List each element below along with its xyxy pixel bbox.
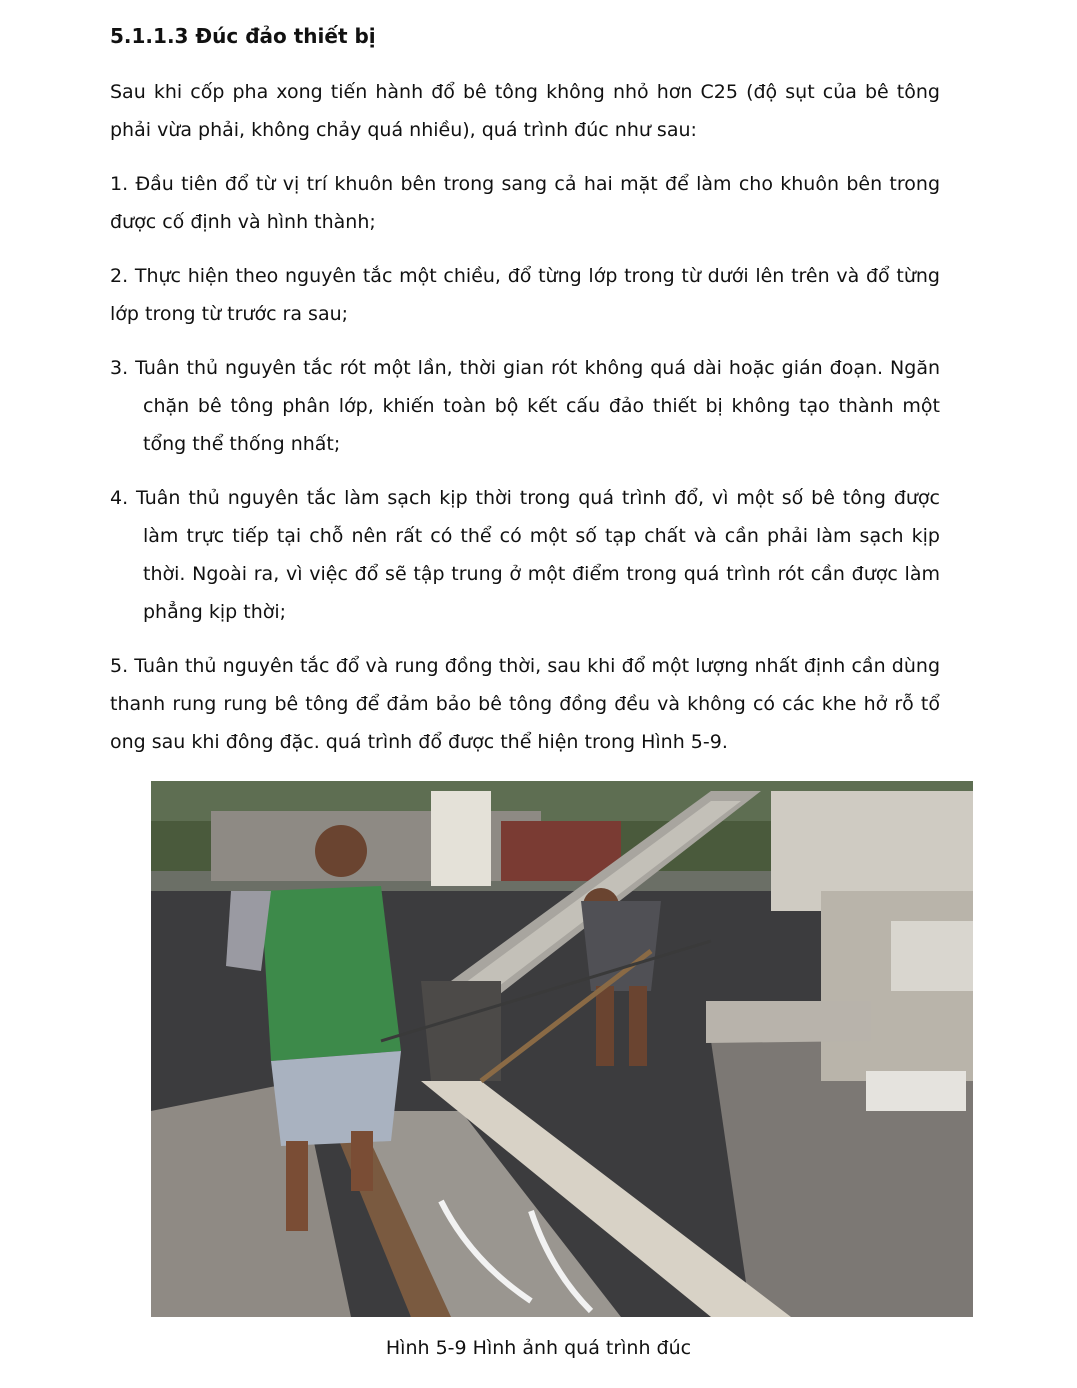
document-page xyxy=(110,18,940,777)
step-4-paragraph: 4. Tuân thủ nguyên tắc làm sạch kịp thời trong quá trình đổ, vì một số bê tông được làm trực tiếp tại chỗ nên rất có thể có một số tạp chất và cần phải làm sạch kịp thời. Ngoài ra, vì việc đổ sẽ tập trung ở một điểm trong quá trình rót cần được làm phẳng kịp thời; xyxy=(110,487,940,623)
section-heading: 5.1.1.3 Đúc đảo thiết bị xyxy=(110,24,376,48)
intro-paragraph: Sau khi cốp pha xong tiến hành đổ bê tông không nhỏ hơn C25 (độ sụt của bê tông phải vừa phải, không chảy quá nhiều), quá trình đúc như sau: xyxy=(110,81,940,141)
step-1-paragraph: 1. Đầu tiên đổ từ vị trí khuôn bên trong sang cả hai mặt để làm cho khuôn bên trong được cố định và hình thành; xyxy=(110,173,940,233)
step-2-paragraph: 2. Thực hiện theo nguyên tắc một chiều, đổ từng lớp trong từ dưới lên trên và đổ từng lớp trong từ trước ra sau; xyxy=(110,265,940,325)
step-3-paragraph: 3. Tuân thủ nguyên tắc rót một lần, thời gian rót không quá dài hoặc gián đoạn. Ngăn chặn bê tông phân lớp, khiến toàn bộ kết cấu đảo thiết bị không tạo thành một tổng thể thống nhất; xyxy=(110,357,940,455)
step-5-paragraph: 5. Tuân thủ nguyên tắc đổ và rung đồng thời, sau khi đổ một lượng nhất định cần dùng thanh rung rung bê tông để đảm bảo bê tông đồng đều và không có các khe hở rỗ tổ ong sau khi đông đặc. quá trình đổ được thể hiện trong Hình 5-9. xyxy=(110,655,940,753)
casting-photo xyxy=(151,781,973,1317)
figure-caption: Hình 5-9 Hình ảnh quá trình đúc xyxy=(385,1337,692,1359)
